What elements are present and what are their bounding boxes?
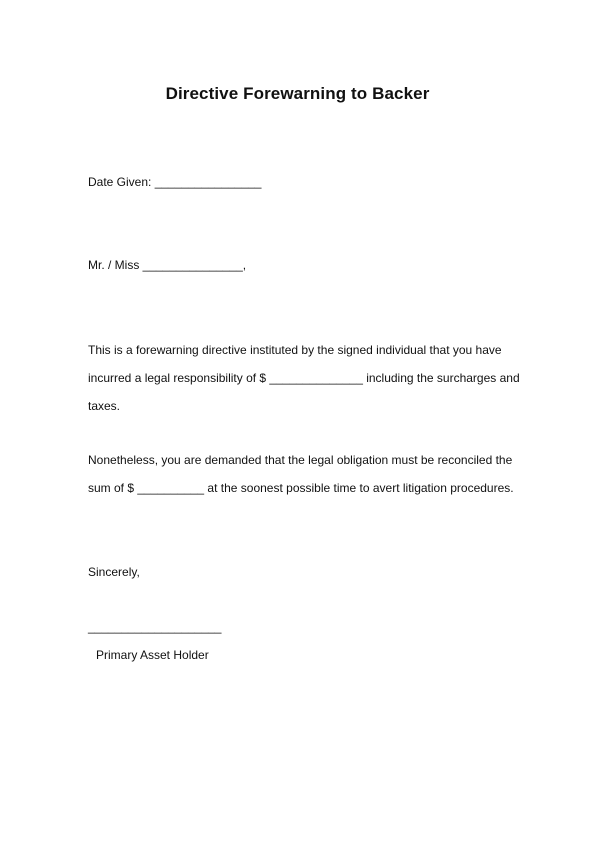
signer-title: Primary Asset Holder: [96, 648, 209, 662]
paragraph-1-line-3: taxes.: [88, 399, 121, 413]
paragraph-1-line-1: This is a forewarning directive instituted by the signed individual that you have: [88, 343, 502, 357]
salutation-line: Mr. / Miss _______________,: [88, 258, 247, 272]
signature-line: ____________________: [88, 620, 222, 634]
paragraph-2-line-1: Nonetheless, you are demanded that the legal obligation must be reconciled the: [88, 453, 513, 467]
document-title: Directive Forewarning to Backer: [165, 84, 430, 103]
paragraph-1-line-2: incurred a legal responsibility of $ ______________ including the surcharges and: [88, 371, 520, 385]
date-given-line: Date Given: ________________: [88, 175, 262, 189]
paragraph-2-line-2: sum of $ __________ at the soonest possible time to avert litigation procedures.: [88, 481, 514, 495]
closing-text: Sincerely,: [88, 565, 140, 579]
